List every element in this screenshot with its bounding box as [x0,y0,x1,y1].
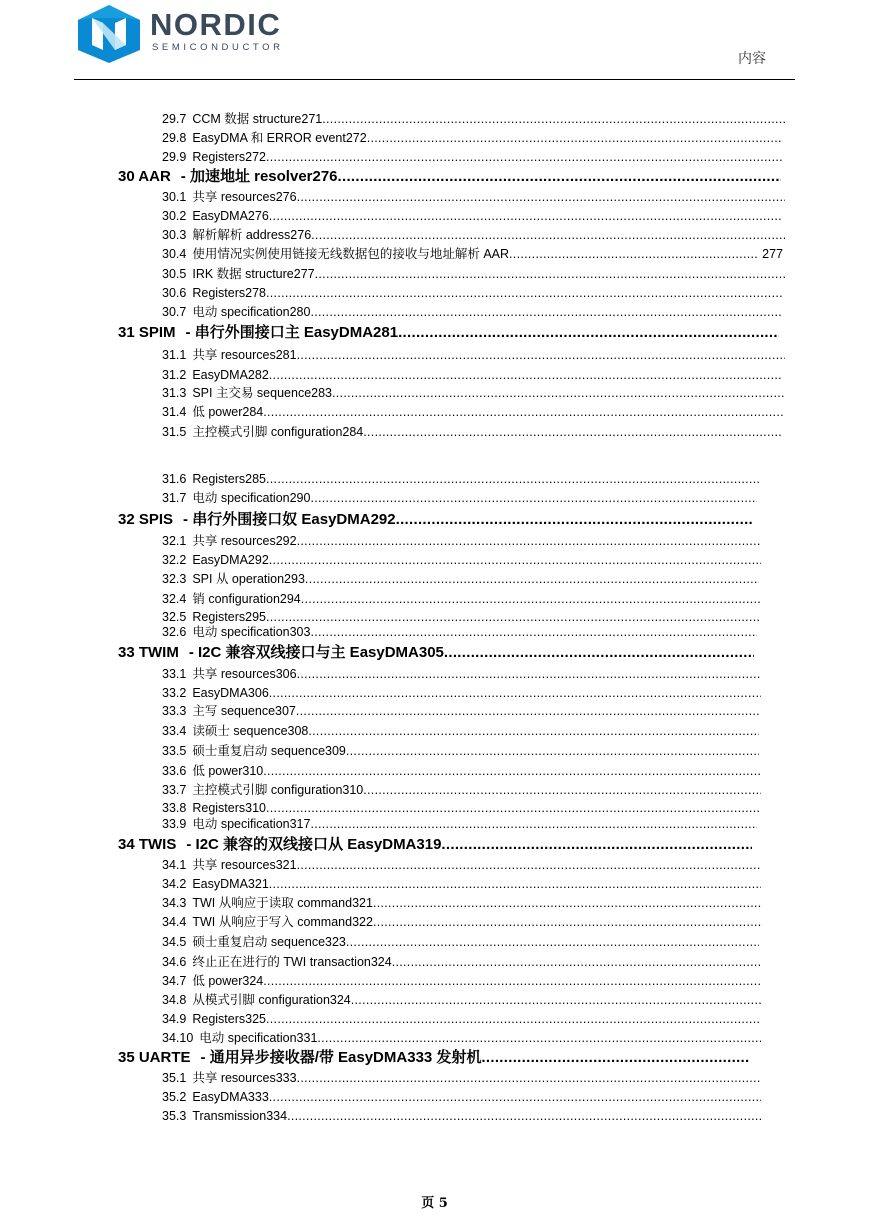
toc-leader [315,265,785,283]
toc-number: 31.7 [162,491,187,505]
toc-number: 32.6 [162,625,187,639]
toc-entry[interactable] [162,366,783,384]
toc-leader [297,665,761,683]
toc-entry[interactable] [162,403,783,421]
toc-entry[interactable] [162,623,757,641]
toc-title: 共享 resources321 [192,858,297,872]
page-header [0,0,869,82]
toc-leader [444,643,754,663]
toc-entry[interactable] [162,933,759,951]
toc-title: SPI 主交易 sequence283 [192,386,333,400]
toc-number: 34.7 [162,974,187,988]
toc-number: 34.1 [162,858,187,872]
toc-number: 34.8 [162,993,187,1007]
toc-entry[interactable] [162,470,761,488]
toc-title: 硕士重复启动 sequence309 [192,744,346,758]
toc-number: 31.4 [162,405,187,419]
toc-title: 读硕士 sequence308 [192,724,309,738]
toc-page-number: 277 [762,247,783,261]
toc-number: 32.2 [162,553,187,567]
toc-title: 主控模式引脚 configuration310 [192,783,364,797]
toc-number: 33.2 [162,686,187,700]
toc-title: 电动 specification303 [192,625,311,639]
toc-number: 34.3 [162,896,187,910]
toc-title: EasyDMA 和 ERROR event272 [192,131,367,145]
toc-number: 31.6 [162,472,187,486]
toc-title: - 串行外围接口奴 EasyDMA292 [183,511,396,528]
toc-leader [263,403,783,421]
toc-title: 共享 resources333 [192,1071,297,1085]
toc-leader [363,781,761,799]
toc-leader [297,532,761,550]
toc-chapter[interactable] [118,167,781,187]
toc-leader [367,129,783,147]
toc-title: - I2C 兼容的双线接口从 EasyDMA319 [186,836,442,853]
toc-leader [509,245,758,263]
toc-title: SPI 从 operation293 [192,572,305,586]
toc-number: 30.3 [162,228,187,242]
toc-title: 共享 resources292 [192,534,297,548]
toc-title: 低 power284 [192,405,264,419]
toc-title: TWI 从响应于读取 command321 [192,896,373,910]
toc-title: - 通用异步接收器/带 EasyDMA333 发射机 [200,1049,482,1066]
toc-number: 33.5 [162,744,187,758]
toc-leader [297,856,761,874]
toc-title: Registers295 [192,610,266,624]
toc-number: 33.3 [162,704,187,718]
toc-title: 电动 specification290 [192,491,311,505]
toc-entry[interactable] [162,875,761,893]
toc-title: 共享 resources281 [192,348,297,362]
toc-number: 34.5 [162,935,187,949]
toc-title: 销 configuration294 [192,592,301,606]
toc-entry[interactable] [162,1088,761,1106]
toc-leader [269,207,783,225]
toc-title: 解析解析 address276 [192,228,312,242]
toc-leader [269,1088,761,1106]
toc-number: 35.3 [162,1109,187,1123]
toc-leader [322,110,785,128]
toc-title: 主写 sequence307 [192,704,296,718]
toc-entry[interactable] [162,913,761,931]
toc-entry[interactable] [162,226,785,244]
toc-number: 31.5 [162,425,187,439]
toc-title: 电动 specification331 [199,1031,318,1045]
toc-number: 29.9 [162,150,187,164]
toc-leader [269,875,761,893]
toc-number: 32 SPIS [118,511,174,528]
toc-number: 35.2 [162,1090,187,1104]
toc-title: 共享 resources276 [192,190,297,204]
toc-title: 终止正在进行的 TWI transaction324 [192,955,392,969]
toc-title: 低 power310 [192,764,264,778]
toc-leader [287,1107,761,1125]
toc-title: 共享 resources306 [192,667,297,681]
toc-leader [297,1069,761,1087]
toc-entry[interactable] [162,856,761,874]
toc-number: 34.6 [162,955,187,969]
toc-chapter[interactable] [118,323,779,343]
toc-leader [269,551,761,569]
toc-entry[interactable] [162,702,759,720]
toc-number: 34.9 [162,1012,187,1026]
toc-number: 30.7 [162,305,187,319]
toc-number: 32.1 [162,534,187,548]
toc-title: Registers278 [192,286,266,300]
toc-leader [269,684,761,702]
toc-number: 33.6 [162,764,187,778]
toc-entry[interactable] [162,665,761,683]
toc-leader [297,188,785,206]
toc-entry[interactable] [162,570,759,588]
toc-title: IRK 数据 structure277 [192,267,315,281]
toc-entry[interactable] [162,110,785,128]
toc-leader [310,489,757,507]
toc-title: CCM 数据 structure271 [192,112,323,126]
toc-number: 30.1 [162,190,187,204]
toc-title: Registers325 [192,1012,266,1026]
toc-leader [263,762,761,780]
toc-entry[interactable] [162,129,783,147]
nordic-logo [76,4,284,64]
toc-title: EasyDMA321 [192,877,269,891]
toc-leader [310,303,783,321]
toc-leader [373,913,761,931]
toc-entry[interactable] [162,245,783,263]
toc-leader [398,323,779,343]
toc-leader [266,148,783,166]
toc-entry[interactable] [162,346,785,364]
toc-entry[interactable] [162,489,757,507]
toc-leader [301,590,761,608]
toc-leader [346,742,759,760]
toc-entry[interactable] [162,781,761,799]
toc-leader [332,384,785,402]
toc-leader [297,346,785,364]
toc-title: Transmission334 [192,1109,288,1123]
toc-number: 31.2 [162,368,187,382]
toc-title: 硕士重复启动 sequence323 [192,935,346,949]
toc-title: - I2C 兼容双线接口与主 EasyDMA305 [188,644,444,661]
toc-title: EasyDMA292 [192,553,269,567]
toc-number: 33.8 [162,801,187,815]
toc-entry[interactable] [162,590,761,608]
toc-entry[interactable] [162,265,785,283]
toc-entry[interactable] [162,532,761,550]
header-rule [74,79,795,80]
toc-title: 主控模式引脚 configuration284 [192,425,364,439]
toc-leader [305,570,759,588]
toc-title: EasyDMA276 [192,209,269,223]
toc-number: 32.3 [162,572,187,586]
toc-entry[interactable] [162,423,783,441]
toc-title: EasyDMA282 [192,368,269,382]
toc-leader [310,815,757,833]
toc-leader [263,972,761,990]
toc-leader [373,894,761,912]
toc-leader [266,284,783,302]
toc-entry[interactable] [162,1029,761,1047]
toc-number: 29.8 [162,131,187,145]
toc-entry[interactable] [162,991,761,1009]
toc-entry[interactable] [162,207,783,225]
toc-entry[interactable] [162,815,757,833]
toc-entry[interactable] [162,972,761,990]
toc-entry[interactable] [162,722,759,740]
toc-number: 31 SPIM [118,324,176,341]
toc-leader [441,835,752,855]
section-label: 内容 [738,51,766,67]
toc-leader [338,167,781,187]
toc-number: 34.4 [162,915,187,929]
toc-leader [351,991,761,1009]
toc-title: 电动 specification280 [192,305,311,319]
toc-title: 电动 specification317 [192,817,311,831]
toc-title: TWI 从响应于写入 command322 [192,915,373,929]
toc-entry[interactable] [162,551,761,569]
toc-leader [308,722,759,740]
toc-number: 35.1 [162,1071,187,1085]
toc-title: Registers272 [192,150,266,164]
logo-wordmark: NORDIC [150,7,282,42]
toc-number: 33.7 [162,783,187,797]
page-number: 页 5 [421,1196,448,1211]
toc-entry[interactable] [162,953,761,971]
toc-number: 29.7 [162,112,187,126]
toc-number: 31.3 [162,386,187,400]
toc-leader [346,933,759,951]
toc-number: 34 TWIS [118,836,177,853]
toc-leader [310,623,757,641]
toc-leader [296,702,759,720]
toc-entry[interactable] [162,1107,761,1125]
toc-number: 30 AAR [118,168,171,185]
toc-leader [396,510,752,530]
toc-entry[interactable] [162,1010,761,1028]
toc-title: EasyDMA306 [192,686,269,700]
toc-number: 32.4 [162,592,187,606]
toc-number: 30.5 [162,267,187,281]
toc-title: - 加速地址 resolver276 [180,168,338,185]
toc-title: Registers310 [192,801,266,815]
toc-number: 33.9 [162,817,187,831]
toc-entry[interactable] [162,1069,761,1087]
nordic-hexagon-icon [76,4,142,64]
toc-entry[interactable] [162,762,761,780]
toc-leader [363,423,783,441]
toc-title: - 串行外围接口主 EasyDMA281 [185,324,399,341]
toc-number: 33.1 [162,667,187,681]
toc-chapter[interactable] [118,510,752,530]
toc-title: 低 power324 [192,974,264,988]
toc-number: 30.6 [162,286,187,300]
toc-title: 使用情况实例使用链接无线数据包的接收与地址解析 AAR [192,247,510,261]
toc-number: 30.4 [162,247,187,261]
toc-number: 35 UARTE [118,1049,191,1066]
toc-number: 32.5 [162,610,187,624]
toc-leader [266,470,761,488]
toc-entry[interactable] [162,188,785,206]
toc-number: 33.4 [162,724,187,738]
toc-number: 30.2 [162,209,187,223]
toc-number: 34.10 [162,1031,194,1045]
toc-number: 34.2 [162,877,187,891]
toc-title: 从模式引脚 configuration324 [192,993,351,1007]
toc-chapter[interactable] [118,835,752,855]
toc-entry[interactable] [162,148,783,166]
toc-title: Registers285 [192,472,266,486]
toc-entry[interactable] [162,684,761,702]
toc-leader [481,1048,750,1068]
toc-leader [311,226,785,244]
toc-entry[interactable] [162,384,785,402]
toc-entry[interactable] [162,303,783,321]
logo-subtitle: SEMICONDUCTOR [152,42,284,53]
toc-chapter[interactable] [118,643,754,663]
toc-leader [266,1010,761,1028]
toc-number: 31.1 [162,348,187,362]
toc-chapter[interactable] [118,1048,750,1068]
toc-entry[interactable] [162,742,759,760]
toc-leader [392,953,761,971]
toc-leader [269,366,783,384]
toc-number: 33 TWIM [118,644,179,661]
toc-entry[interactable] [162,894,761,912]
toc-title: EasyDMA333 [192,1090,269,1104]
toc-leader [317,1029,761,1047]
toc-entry[interactable] [162,284,783,302]
